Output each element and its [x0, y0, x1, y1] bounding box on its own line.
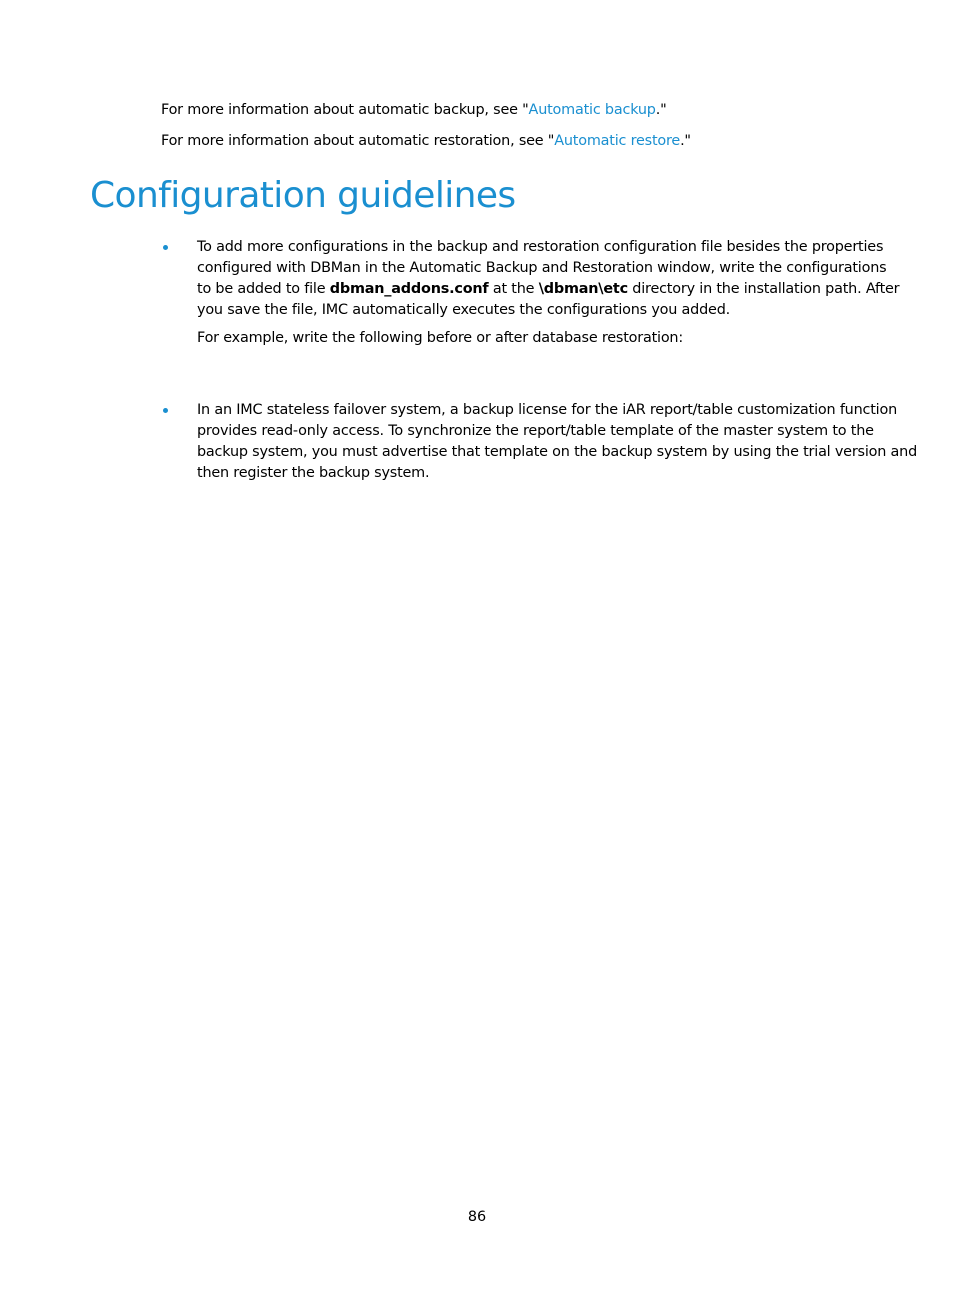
addons-filename: dbman_addons.conf	[329, 281, 489, 297]
bullet-icon	[163, 408, 168, 413]
automatic-backup-link[interactable]: Automatic backup	[528, 102, 656, 118]
intro-backup-prefix: For more information about automatic backup, see "	[161, 102, 529, 118]
intro-backup-paragraph	[161, 100, 667, 121]
bullet-icon	[163, 245, 168, 250]
bullet1-line3	[197, 279, 900, 300]
bullet1-line1: To add more configurations in the backup and restoration configuration file besides the properties	[197, 239, 884, 255]
bullet2-line2: provides read-only access. To synchronize the report/table template of the master system to the	[197, 423, 874, 439]
addons-directory: \dbman\etc	[538, 281, 628, 297]
intro-backup-suffix: ."	[655, 102, 667, 118]
intro-restore-prefix: For more information about automatic restoration, see "	[161, 133, 555, 149]
bullet1-line3-a: to be added to file	[197, 281, 330, 297]
section-heading: Configuration guidelines	[90, 175, 516, 216]
bullet-item-addons	[197, 237, 900, 349]
bullet2-line4: then register the backup system.	[197, 465, 430, 481]
intro-restore-paragraph	[161, 131, 691, 152]
bullet1-line2: configured with DBMan in the Automatic Backup and Restoration window, write the configurations	[197, 260, 887, 276]
bullet1-line3-b: at the	[488, 281, 539, 297]
bullet2-line1: In an IMC stateless failover system, a backup license for the iAR report/table customization function	[197, 402, 897, 418]
bullet2-line3: backup system, you must advertise that template on the backup system by using the trial version and	[197, 444, 918, 460]
intro-restore-suffix: ."	[680, 133, 691, 149]
bullet-item-failover	[197, 400, 918, 484]
bullet1-example: For example, write the following before or after database restoration:	[197, 330, 684, 346]
bullet1-line3-c: directory in the installation path. After	[627, 281, 900, 297]
page-number: 86	[467, 1209, 487, 1225]
automatic-restore-link[interactable]: Automatic restore	[554, 133, 681, 149]
bullet1-line4: you save the file, IMC automatically executes the configurations you added.	[197, 302, 731, 318]
